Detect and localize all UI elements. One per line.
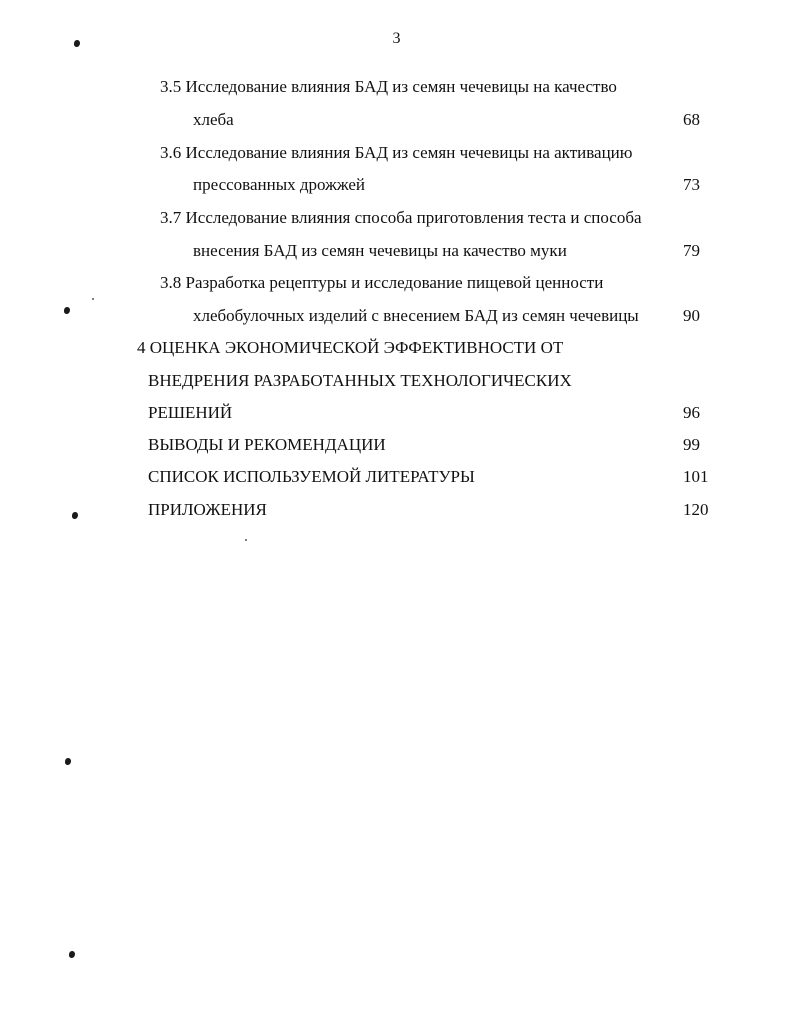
scan-mark	[64, 307, 70, 314]
toc-entry-references-page: 101	[683, 467, 709, 486]
toc-entry-3-8-line-2: хлебобулочных изделий с внесением БАД из семян чечевицы	[193, 306, 639, 325]
scan-mark	[69, 951, 75, 958]
toc-entry-4-line-1: 4 ОЦЕНКА ЭКОНОМИЧЕСКОЙ ЭФФЕКТИВНОСТИ ОТ	[137, 338, 564, 357]
scan-mark	[72, 512, 78, 519]
toc-entry-conclusions: ВЫВОДЫ И РЕКОМЕНДАЦИИ	[148, 435, 386, 454]
scan-speck	[92, 298, 94, 300]
toc-entry-3-7-line-2: внесения БАД из семян чечевицы на качество муки	[193, 241, 567, 260]
toc-entry-3-5-line-1: 3.5 Исследование влияния БАД из семян чечевицы на качество	[160, 77, 617, 96]
toc-entry-3-6-page: 73	[683, 175, 700, 194]
toc-entry-3-7-line-1: 3.7 Исследование влияния способа приготовления теста и способа	[160, 208, 642, 227]
toc-entry-4-line-3: РЕШЕНИЙ	[148, 403, 233, 422]
scan-speck	[245, 539, 247, 541]
toc-entry-conclusions-page: 99	[683, 435, 700, 454]
toc-entry-4-page: 96	[683, 403, 700, 422]
toc-entry-3-5-page: 68	[683, 110, 700, 129]
toc-entry-appendices-page: 120	[683, 500, 709, 519]
toc-entry-3-6-line-1: 3.6 Исследование влияния БАД из семян чечевицы на активацию	[160, 143, 633, 162]
toc-entry-appendices: ПРИЛОЖЕНИЯ	[148, 500, 267, 519]
toc-entry-references: СПИСОК ИСПОЛЬЗУЕМОЙ ЛИТЕРАТУРЫ	[148, 467, 475, 486]
toc-entry-4-line-2: ВНЕДРЕНИЯ РАЗРАБОТАННЫХ ТЕХНОЛОГИЧЕСКИХ	[148, 371, 572, 390]
page-number: 3	[392, 30, 401, 47]
toc-entry-3-5-line-2: хлеба	[193, 110, 234, 129]
scan-mark	[65, 758, 71, 765]
toc-entry-3-8-page: 90	[683, 306, 700, 325]
toc-entry-3-8-line-1: 3.8 Разработка рецептуры и исследование пищевой ценности	[160, 273, 604, 292]
toc-entry-3-6-line-2: прессованных дрожжей	[193, 175, 366, 194]
toc-entry-3-7-page: 79	[683, 241, 700, 260]
